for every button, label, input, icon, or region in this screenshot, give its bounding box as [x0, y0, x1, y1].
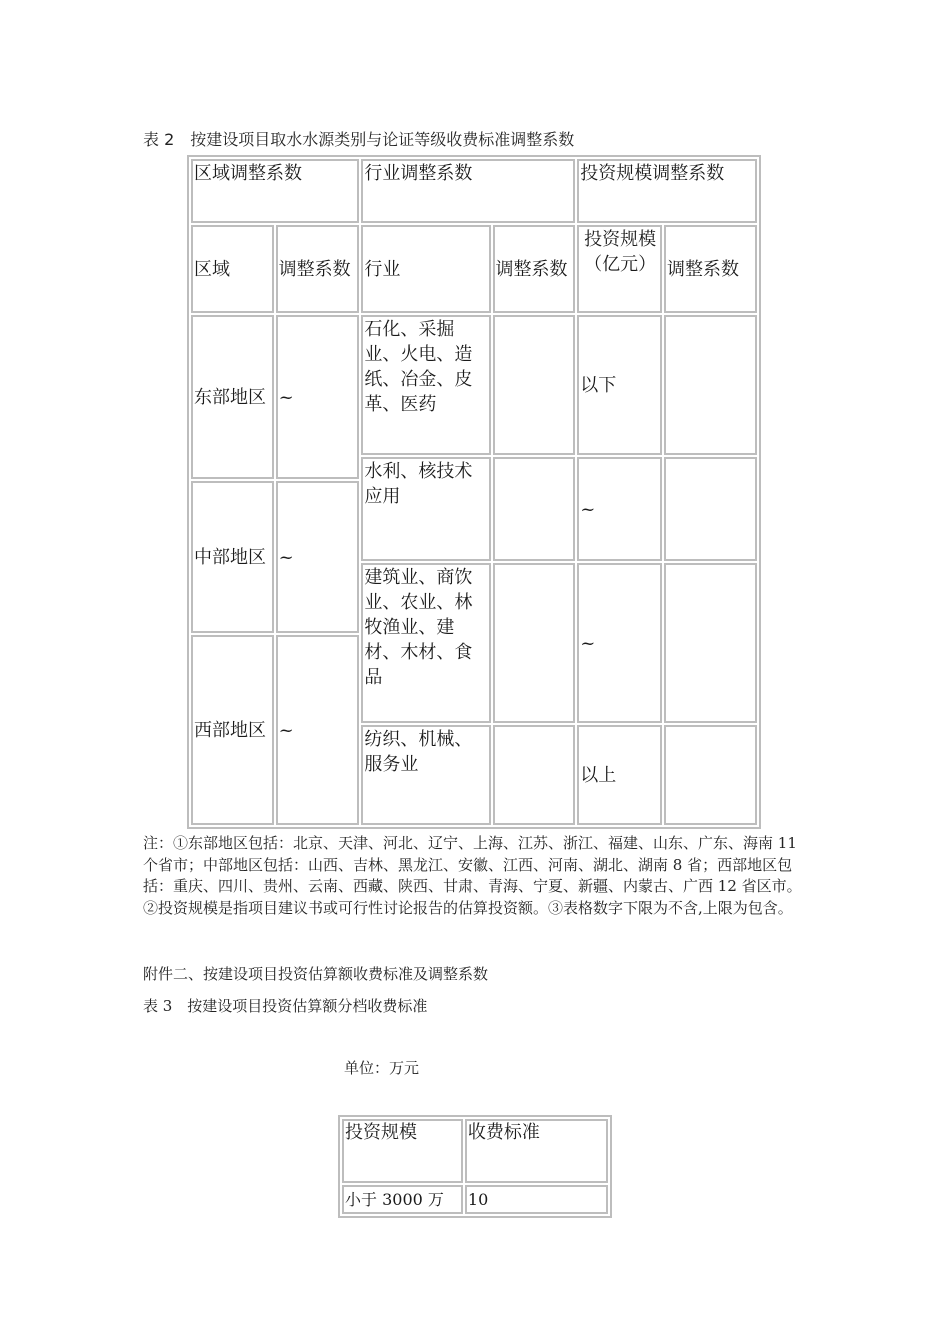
row1-scale: 小于 3000 万: [342, 1185, 463, 1214]
table2-adjustment-coefficients: [187, 155, 761, 829]
table3-fee-standard: [338, 1115, 612, 1218]
header-scale-group: 投资规模调整系数: [577, 159, 757, 223]
header-fee-standard: 收费标准: [465, 1119, 608, 1183]
header-industry: 行业: [361, 225, 490, 313]
scale-3: ~: [577, 563, 662, 723]
scale-2: ~: [577, 457, 662, 561]
industry-2: 水利、核技术应用: [361, 457, 490, 561]
table3-caption: 表 3 按建设项目投资估算额分档收费标准: [143, 997, 428, 1015]
scale-1: 以下: [577, 315, 662, 455]
header-region-coef: 调整系数: [276, 225, 360, 313]
scale-2-coef: [664, 457, 757, 561]
scale-1-coef: [664, 315, 757, 455]
header-investment-scale: 投资规模: [342, 1119, 463, 1183]
industry-2-coef: [493, 457, 576, 561]
table3-unit: 单位：万元: [344, 1059, 420, 1077]
header-region-group: 区域调整系数: [191, 159, 359, 223]
scale-4: 以上: [577, 725, 662, 825]
industry-4-coef: [493, 725, 576, 825]
header-industry-coef: 调整系数: [493, 225, 576, 313]
appendix-title: 附件二、按建设项目投资估算额收费标准及调整系数: [143, 965, 489, 983]
table2-caption: 表 2 按建设项目取水水源类别与论证等级收费标准调整系数: [143, 130, 575, 149]
region-central-coef: ~: [276, 481, 360, 633]
scale-3-coef: [664, 563, 757, 723]
industry-3: 建筑业、商饮业、农业、林牧渔业、建材、木材、食品: [361, 563, 490, 723]
table2-note: 注：①东部地区包括：北京、天津、河北、辽宁、上海、江苏、浙江、福建、山东、广东、海南 11 个省市；中部地区包括：山西、吉林、黑龙江、安徽、江西、河南、湖北、湖南 8 省；西部地区包括：重庆、四川、贵州、云南、西藏、陕西、甘肃、青海、宁夏、新疆、内蒙古、广西 12 省区市。②投资规模是指项目建议书或可行性讨论报告的估算投资额。③表格数字下限为不含,上限为包含。: [143, 834, 802, 917]
industry-4: 纺织、机械、服务业: [361, 725, 490, 825]
region-west: 西部地区: [191, 635, 274, 825]
scale-4-coef: [664, 725, 757, 825]
region-east: 东部地区: [191, 315, 274, 479]
header-scale: 投资规模（亿元）: [577, 225, 662, 313]
industry-1: 石化、采掘业、火电、造纸、冶金、皮革、医药: [361, 315, 490, 455]
region-central: 中部地区: [191, 481, 274, 633]
header-industry-group: 行业调整系数: [361, 159, 575, 223]
header-scale-coef: 调整系数: [664, 225, 757, 313]
region-west-coef: ~: [276, 635, 360, 825]
region-east-coef: ~: [276, 315, 360, 479]
industry-1-coef: [493, 315, 576, 455]
row1-fee: 10: [465, 1185, 608, 1214]
industry-3-coef: [493, 563, 576, 723]
header-region: 区域: [191, 225, 274, 313]
